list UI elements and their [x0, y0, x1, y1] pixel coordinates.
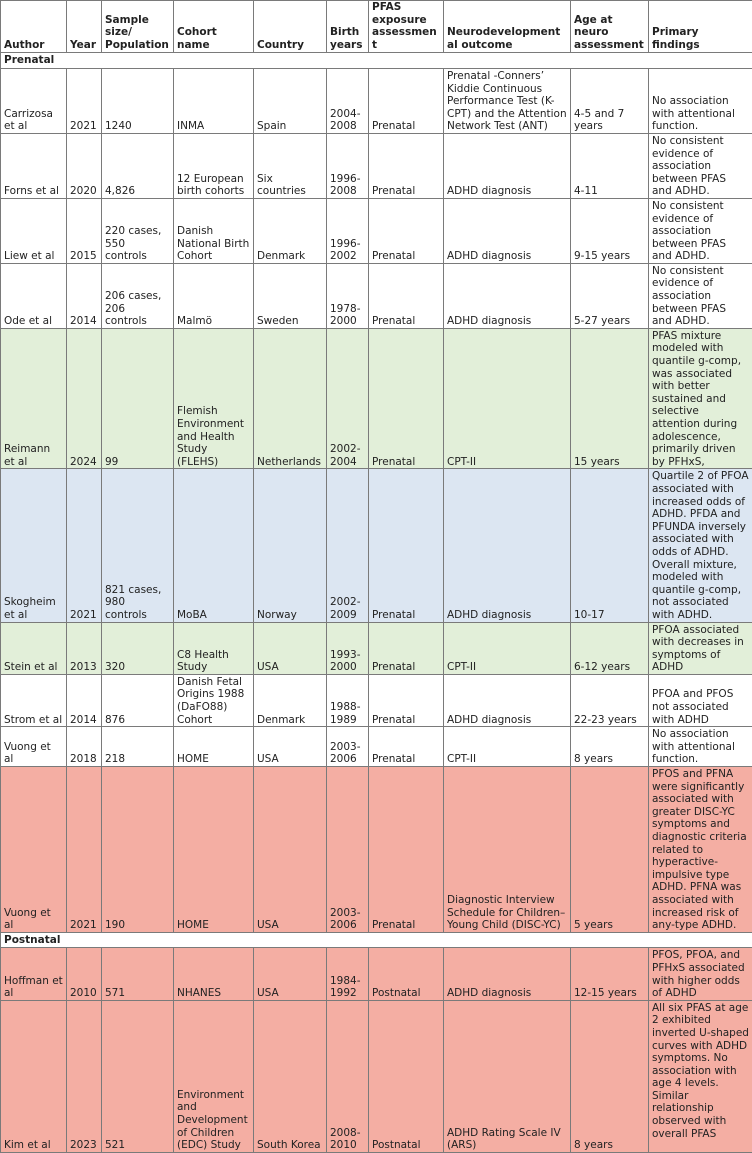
cell-findings: PFOA and PFOS not associated with ADHD [649, 674, 752, 726]
cell-findings: No association with attentional function. [649, 68, 752, 133]
cell-sample: 821 cases, 980 controls [102, 469, 174, 622]
cell-pfas: Postnatal [369, 1000, 444, 1152]
cell-author: Carrizosa et al [1, 68, 67, 133]
header-age: Age at neuro assessment [571, 1, 649, 53]
cell-author: Forns et al [1, 133, 67, 198]
cell-outcome: CPT-II [444, 328, 571, 469]
cell-age: 12-15 years [571, 948, 649, 1000]
cell-age: 9-15 years [571, 198, 649, 263]
cell-country: Spain [254, 68, 327, 133]
header-pfas: PFAS exposure assessment [369, 1, 444, 53]
cell-sample: 1240 [102, 68, 174, 133]
cell-age: 6-12 years [571, 622, 649, 674]
cell-cohort: Flemish Environment and Health Study (FLEHS) [174, 328, 254, 469]
cell-birth: 1978-2000 [327, 263, 369, 328]
table-row [1, 68, 752, 133]
cell-year: 2013 [67, 622, 102, 674]
table-row [1, 198, 752, 263]
header-country: Country [254, 1, 327, 53]
cell-findings: Quartile 2 of PFOA associated with increased odds of ADHD. PFDA and PFUNDA inversely associated with odds of ADHD. Overall mixture, modeled with quantile g-comp, not associated with ADHD. [649, 469, 752, 622]
cell-outcome: CPT-II [444, 727, 571, 767]
cell-birth: 1996-2002 [327, 198, 369, 263]
cell-outcome: ADHD diagnosis [444, 674, 571, 726]
cell-pfas: Prenatal [369, 198, 444, 263]
cell-year: 2014 [67, 263, 102, 328]
cell-cohort: INMA [174, 68, 254, 133]
table-row [1, 622, 752, 674]
cell-age: 10-17 [571, 469, 649, 622]
cell-findings: All six PFAS at age 2 exhibited inverted U-shaped curves with ADHD symptoms. No association with age 4 levels. Similar relationship observed with overall PFAS [649, 1000, 752, 1152]
table-row [1, 133, 752, 198]
cell-cohort: Danish Fetal Origins 1988 (DaFO88) Cohort [174, 674, 254, 726]
cell-sample: 571 [102, 948, 174, 1000]
cell-findings: PFOA associated with decreases in symptoms of ADHD [649, 622, 752, 674]
cell-cohort: Malmö [174, 263, 254, 328]
cell-year: 2024 [67, 328, 102, 469]
cell-outcome: Prenatal -Conners’ Kiddie Continuous Performance Test (K-CPT) and the Attention Network Test (ANT) [444, 68, 571, 133]
cell-age: 8 years [571, 727, 649, 767]
header-author: Author [1, 1, 67, 53]
cell-pfas: Prenatal [369, 727, 444, 767]
cell-cohort: MoBA [174, 469, 254, 622]
cell-sample: 206 cases, 206 controls [102, 263, 174, 328]
cell-country: Denmark [254, 198, 327, 263]
cell-country: USA [254, 622, 327, 674]
cell-pfas: Prenatal [369, 133, 444, 198]
cell-sample: 99 [102, 328, 174, 469]
cell-country: Netherlands [254, 328, 327, 469]
cell-outcome: ADHD diagnosis [444, 133, 571, 198]
cell-pfas: Prenatal [369, 767, 444, 933]
cell-country: USA [254, 727, 327, 767]
cell-sample: 320 [102, 622, 174, 674]
cell-birth: 1988-1989 [327, 674, 369, 726]
cell-age: 4-5 and 7 years [571, 68, 649, 133]
cell-year: 2010 [67, 948, 102, 1000]
cell-country: South Korea [254, 1000, 327, 1152]
cell-findings: PFOS, PFOA, and PFHxS associated with higher odds of ADHD [649, 948, 752, 1000]
cell-author: Liew et al [1, 198, 67, 263]
cell-age: 5 years [571, 767, 649, 933]
cell-country: USA [254, 767, 327, 933]
cell-birth: 2008-2010 [327, 1000, 369, 1152]
cell-year: 2015 [67, 198, 102, 263]
cell-pfas: Prenatal [369, 263, 444, 328]
cell-cohort: Danish National Birth Cohort [174, 198, 254, 263]
section-row-prenatal [1, 53, 752, 69]
cell-year: 2018 [67, 727, 102, 767]
cell-year: 2021 [67, 469, 102, 622]
cell-age: 4-11 [571, 133, 649, 198]
table-row [1, 1000, 752, 1152]
cell-outcome: ADHD diagnosis [444, 198, 571, 263]
cell-birth: 2002-2009 [327, 469, 369, 622]
cell-author: Vuong et al [1, 767, 67, 933]
cell-year: 2021 [67, 68, 102, 133]
cell-author: Vuong et al [1, 727, 67, 767]
cell-sample: 220 cases, 550 controls [102, 198, 174, 263]
cell-birth: 1993-2000 [327, 622, 369, 674]
cell-findings: No consistent evidence of association between PFAS and ADHD. [649, 133, 752, 198]
cell-country: Norway [254, 469, 327, 622]
header-year: Year [67, 1, 102, 53]
cell-cohort: Environment and Development of Children (EDC) Study [174, 1000, 254, 1152]
cell-author: Stein et al [1, 622, 67, 674]
table-row [1, 674, 752, 726]
cell-birth: 2004-2008 [327, 68, 369, 133]
cell-country: USA [254, 948, 327, 1000]
cell-outcome: ADHD Rating Scale IV (ARS) [444, 1000, 571, 1152]
cell-country: Sweden [254, 263, 327, 328]
cell-birth: 2003-2006 [327, 727, 369, 767]
cell-outcome: Diagnostic Interview Schedule for Children–Young Child (DISC-YC) [444, 767, 571, 933]
cell-cohort: HOME [174, 727, 254, 767]
cell-birth: 2002-2004 [327, 328, 369, 469]
table-row [1, 263, 752, 328]
cell-year: 2021 [67, 767, 102, 933]
cell-age: 5-27 years [571, 263, 649, 328]
table-row [1, 767, 752, 933]
cell-cohort: NHANES [174, 948, 254, 1000]
cell-cohort: C8 Health Study [174, 622, 254, 674]
table-row [1, 469, 752, 622]
cell-outcome: ADHD diagnosis [444, 263, 571, 328]
cell-sample: 190 [102, 767, 174, 933]
cell-author: Ode et al [1, 263, 67, 328]
cell-age: 22-23 years [571, 674, 649, 726]
cell-findings: PFOS and PFNA were significantly associated with greater DISC-YC symptoms and diagnostic criteria related to hyperactive-impulsive type ADHD. PFNA was associated with increased risk of any-type ADHD. [649, 767, 752, 933]
cell-country: Six countries [254, 133, 327, 198]
header-outcome: Neurodevelopmental outcome [444, 1, 571, 53]
cell-age: 15 years [571, 328, 649, 469]
cell-year: 2014 [67, 674, 102, 726]
section-label: Prenatal [1, 53, 752, 69]
cell-pfas: Prenatal [369, 328, 444, 469]
cell-author: Hoffman et al [1, 948, 67, 1000]
cell-findings: No consistent evidence of association between PFAS and ADHD. [649, 198, 752, 263]
header-sample: Sample size/ Population [102, 1, 174, 53]
cell-pfas: Postnatal [369, 948, 444, 1000]
header-row [1, 1, 752, 53]
header-cohort: Cohort name [174, 1, 254, 53]
cell-birth: 2003-2006 [327, 767, 369, 933]
cell-country: Denmark [254, 674, 327, 726]
cell-findings: No association with attentional function. [649, 727, 752, 767]
cell-author: Reimann et al [1, 328, 67, 469]
cell-author: Strom et al [1, 674, 67, 726]
table-row [1, 328, 752, 469]
cell-sample: 218 [102, 727, 174, 767]
section-row-postnatal [1, 932, 752, 948]
cell-birth: 1984-1992 [327, 948, 369, 1000]
cell-cohort: HOME [174, 767, 254, 933]
cell-findings: PFAS mixture modeled with quantile g-comp, was associated with better sustained and selective attention during adolescence, primarily driven by PFHxS, [649, 328, 752, 469]
cell-outcome: CPT-II [444, 622, 571, 674]
section-label: Postnatal [1, 932, 752, 948]
cell-sample: 876 [102, 674, 174, 726]
cell-pfas: Prenatal [369, 469, 444, 622]
cell-year: 2023 [67, 1000, 102, 1152]
cell-findings: No consistent evidence of association between PFAS and ADHD. [649, 263, 752, 328]
table-row [1, 948, 752, 1000]
cell-pfas: Prenatal [369, 674, 444, 726]
cell-pfas: Prenatal [369, 622, 444, 674]
cell-outcome: ADHD diagnosis [444, 469, 571, 622]
cell-cohort: 12 European birth cohorts [174, 133, 254, 198]
cell-author: Kim et al [1, 1000, 67, 1152]
cell-sample: 521 [102, 1000, 174, 1152]
cell-age: 8 years [571, 1000, 649, 1152]
cell-pfas: Prenatal [369, 68, 444, 133]
cell-year: 2020 [67, 133, 102, 198]
header-findings: Primary findings [649, 1, 752, 53]
cell-sample: 4,826 [102, 133, 174, 198]
cell-outcome: ADHD diagnosis [444, 948, 571, 1000]
cell-author: Skogheim et al [1, 469, 67, 622]
header-birth: Birth years [327, 1, 369, 53]
table-row [1, 727, 752, 767]
cell-birth: 1996-2008 [327, 133, 369, 198]
